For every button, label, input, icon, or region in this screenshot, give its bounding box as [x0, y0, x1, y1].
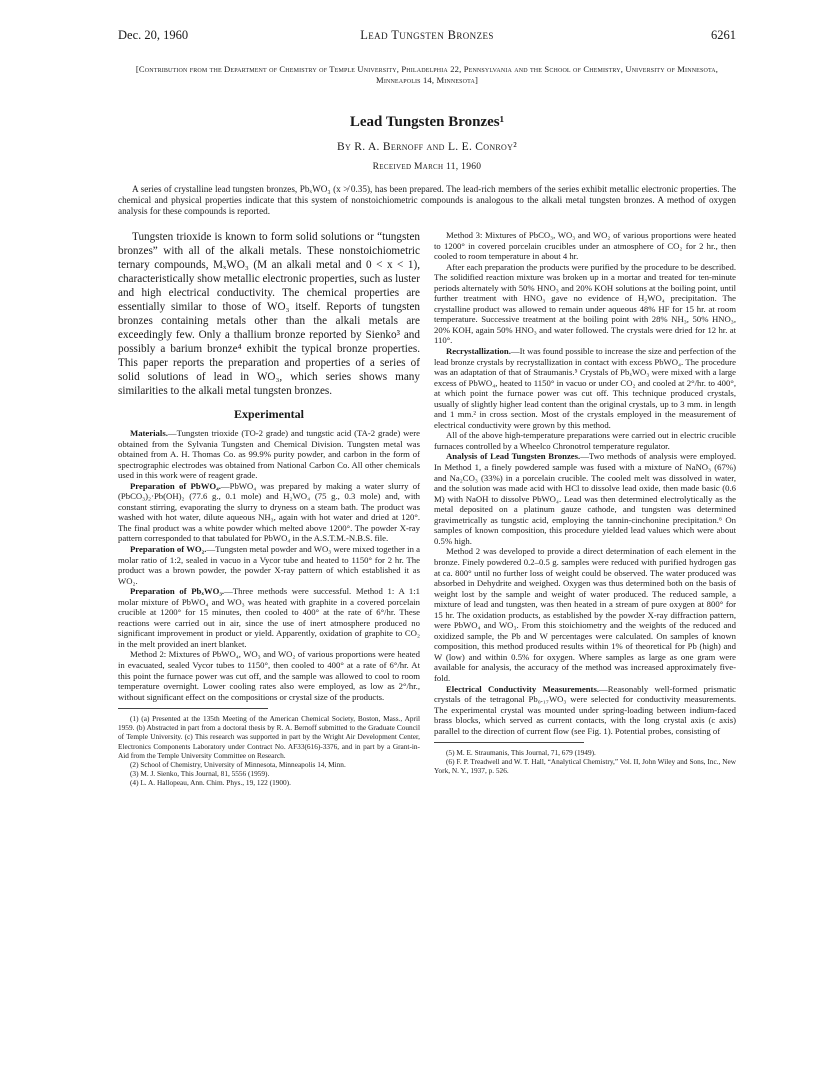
body-paragraph — [434, 346, 736, 430]
footnote-divider — [434, 742, 584, 743]
body-paragraph — [434, 684, 736, 737]
introduction-paragraph: Tungsten trioxide is known to form solid solutions or “tungsten bronzes” with all of the alkali metals. These nonstoichiometric ternary compounds, MₓWO₃ (M an alkali metal and 0 < x < 1), characteristically show metallic electronic properties, such as luster and high electrical conductivity. The chemical properties are essentially similar to those of WO₃ itself. Reports of tungsten bronzes containing metals other than the alkali metals are exceedingly few. Only a thallium bronze reported by Sienko³ and possibly a barium bronze⁴ exhibit the typical bronze properties. This paper reports the preparation and properties of a series of solid solutions of lead in WO₃, which series shows many similarities to the alkali metal tungsten bronzes. — [118, 231, 420, 397]
body-paragraph — [434, 230, 736, 262]
paragraph-text: —Tungsten metal powder and WO₃ were mixed together in a molar ratio of 1:2, sealed in vacuo in a Vycor tube and heated to 1150° for 2 hr. The product was a brown powder, the powder X-ray pattern of which established it as WO₂. — [118, 544, 420, 586]
footnote: (4) L. A. Hallopeau, Ann. Chim. Phys., 19, 122 (1900). — [130, 777, 291, 787]
section-heading-experimental: Experimental — [234, 407, 304, 421]
paragraph-text: After each preparation the products were purified by the procedure to be described. The solidified reaction mixture was broken up in a mortar and treated for ten-minute periods alternately with 50% HNO₃ and 20% KOH solutions at the boiling point, until further treatment with HNO₃ gave no evidence of H₂WO₄ precipitation. The crystalline product was allowed to remain under aqueous 48% HF for 15 hr. at room temperature. Successive treatment at the boiling point with 28% NH₃, 50% HNO₃, 20% KOH, again 50% HNO₃ and water followed. The crystals were dried for 12 hr. at 110°. — [434, 261, 736, 346]
paragraph-text: —PbWO₄ was prepared by making a water slurry of (PbCO₃)₂·Pb(OH)₂ (77.6 g., 0.1 mole) and H₂WO₄ (75 g., 0.3 mole) and, with constant stirring, evaporating the slurry to dryness on a steam bath. The product was washed with hot water, dilute aqueous NH₃, again with hot water and dried at 120°. The final product was a white powder which melted above 1200°. The powder X-ray pattern corresponded to that tabulated for PbWO₄ in the A.S.T.M.-N.B.S. file. — [118, 480, 420, 544]
body-paragraph — [118, 544, 420, 586]
footnote: (2) School of Chemistry, University of Minnesota, Minneapolis 14, Minn. — [130, 759, 346, 769]
footnote: (1) (a) Presented at the 135th Meeting of the American Chemical Society, Boston, Mass., April 1959. (b) Abstracted in part from a doctoral thesis by R. A. Bernoff submitted to the Graduate Council of Temple University. (c) This research was supported in part by the Wright Air Development Center, Electronics Components Laboratory under Contract No. AF33(616)-3376, and in part by a Grant-in-Aid from the Temple University Committee on Research. — [118, 714, 420, 760]
paragraph-text: Method 2 was developed to provide a direct determination of each element in the bronze. Finely powdered 0.2–0.5 g. samples were reduced with purified hydrogen gas at ca. 800° until no further loss of weight could be observed. The water produced was absorbed in Dehydrite and weighed. Oxygen was thus determined both on the basis of weight lost by the sample and weight of water produced. The reduced sample, a mixture of lead and tungsten, was then heated in a stream of pure oxygen at 800° for 15 hr. The oxidation products, as established by the powder X-ray diffraction pattern, were PbWO₄ and WO₃. From this stoichiometry and the weights of the reduced and oxidized sample, the Pb and W percentages were calculated. On samples of known composition, this method produced results within 1% of theoretical for Pb (high) and W (low) and within 0.5% for oxygen. Where samples as large as one gram were available for analysis, the accuracy of the method was increased approximately five-fold. — [434, 546, 736, 683]
footnote-divider — [118, 708, 268, 709]
left-column — [118, 230, 420, 787]
running-head — [118, 28, 736, 46]
body-paragraph — [118, 428, 420, 481]
body-paragraph — [434, 546, 736, 683]
running-head-title: Lead Tungsten Bronzes — [360, 28, 494, 42]
body-paragraph — [434, 262, 736, 346]
body-paragraph — [434, 430, 736, 451]
contribution-note: [Contribution from the Department of Chemistry of Temple University, Philadelphia 22, Pennsylvania and the School of Chemistry, University of Minnesota, Minneapolis 14, Minnesota] — [135, 64, 719, 85]
abstract: A series of crystalline lead tungsten bronzes, PbₓWO₃ (x ≯ 0.35), has been prepared. The lead-rich members of the series exhibit metallic electronic properties. The chemical and physical properties indicate that this system of nonstoichiometric compounds is analogous to the alkali metal tungsten bronzes. A method of oxygen analysis for these compounds is reported. — [118, 184, 736, 217]
footnote: (3) M. J. Sienko, This Journal, 81, 5556 (1959). — [130, 768, 270, 778]
running-head-date: Dec. 20, 1960 — [118, 28, 189, 42]
article-title: Lead Tungsten Bronzes¹ — [349, 114, 505, 130]
run-in-heading: Preparation of PbₓWO₃. — [130, 586, 225, 597]
run-in-heading: Electrical Conductivity Measurements. — [446, 683, 600, 694]
paragraph-text: —It was found possible to increase the size and perfection of the lead bronze crystals by recrystallization in contact with excess PbWO₄. The procedure was an adaptation of that of Straumanis.⁵ Crystals of PbₓWO₃ were mixed with a large excess of PbWO₄, heated to 1150° in vacuo or under CO₂ and cooled at 2°/hr. to 400°, at which point the furnace power was cut off. This technique produced crystals, usually of slightly higher lead content than the original crystals, up to 3 mm. in length and 1 mm.² in cross section. Most of the crystals employed in the measurement of electrical conductivity were grown by this method. — [434, 346, 736, 430]
received-date: Received March 11, 1960 — [372, 162, 482, 172]
paragraph-text: Method 3: Mixtures of PbCO₃, WO₃ and WO₂ of various proportions were heated to 1200° in covered porcelain crucibles under an atmosphere of CO₂ for 2 hr., then cooled to room temperature in about 4 hr. — [434, 230, 736, 262]
run-in-heading: Preparation of PbWO₄. — [130, 480, 221, 491]
body-paragraph — [118, 586, 420, 649]
authors: By R. A. Bernoff and L. E. Conroy² — [337, 141, 517, 153]
paragraph-text: All of the above high-temperature preparations were carried out in electric crucible furnaces controlled by a Wheelco Chronotrol temperature regulator. — [434, 430, 736, 451]
paragraph-text: —Reasonably well-formed prismatic crystals of the tetragonal Pb₀.₁₇WO₃ were selected for conductivity measurements. The experimental crystal was mounted under spring-loading between indium-faced brass blocks, which served as current contacts, with the long crystal axis (c axis) parallel to the direction of current flow (see Fig. 1). Potential probes, consisting of — [434, 683, 736, 736]
body-paragraph — [118, 649, 420, 702]
body-paragraph — [118, 481, 420, 544]
paragraph-text: Method 2: Mixtures of PbWO₄, WO₃ and WO₂ of various proportions were heated in evacuated, sealed Vycor tubes to 1150°, then cooled to 400° at a rate of 6°/hr. At this point the furnace power was cut off, and the sample was allowed to cool to room temperature overnight. Lower cooling rates also were employed, as low as 2°/hr., without significant effect on the compositions or crystal size of the products. — [118, 649, 420, 702]
footnote: (5) M. E. Straumanis, This Journal, 71, 679 (1949). — [446, 748, 596, 758]
page-number: 6261 — [711, 28, 736, 42]
right-column — [434, 230, 736, 776]
paragraph-text: —Three methods were successful. Method 1: A 1:1 molar mixture of PbWO₄ and WO₃ was heated with graphite in a covered porcelain crucible at 1200° for 15 minutes, then cooled to 400° at the rate of 6°/hr. These reactions were carried out in air, since the use of inert atmosphere produced no significant improvement in product or yield. Apparently, oxidation of graphite to CO₂ in the melt provided an inert blanket. — [118, 586, 420, 649]
run-in-heading: Analysis of Lead Tungsten Bronzes. — [446, 451, 581, 462]
body-paragraph — [434, 451, 736, 546]
run-in-heading: Preparation of WO₂. — [130, 544, 207, 555]
paragraph-text: —Two methods of analysis were employed. In Method 1, a finely powdered sample was fused with a mixture of NaNO₃ (67%) and Na₂CO₃ (33%) in a porcelain crucible. The cooled melt was dissolved in water, and the solution was made acid with HCl to dissolve lead oxide, then made basic (0.6 M) with NaOH to dissolve PbWO₄. Lead was then determined electrolytically as the metal deposited on a platinum gauze cathode, and tungsten was determined gravimetrically as tungstic acid, employing the tannin-cinchonine precipitation.⁶ On samples of known composition, this procedure yielded lead values which were about 0.5% high. — [434, 451, 737, 546]
run-in-heading: Recrystallization. — [446, 346, 511, 357]
run-in-heading: Materials. — [130, 428, 168, 438]
paragraph-text: —Tungsten trioxide (TO-2 grade) and tungstic acid (TA-2 grade) were obtained from the Sylvania Tungsten and Chemical Division. Tungsten metal was obtained from A. H. Thomas Co. as 99.9% purity powder, and carbon in the form of spectrographic electrodes was obtained from National Carbon Co. All other chemicals used in this work were of reagent grade. — [118, 428, 420, 481]
footnote: (6) F. P. Treadwell and W. T. Hall, “Analytical Chemistry,” Vol. II, John Wiley and Sons, Inc., New York, N. Y., 1937, p. 526. — [434, 757, 736, 776]
